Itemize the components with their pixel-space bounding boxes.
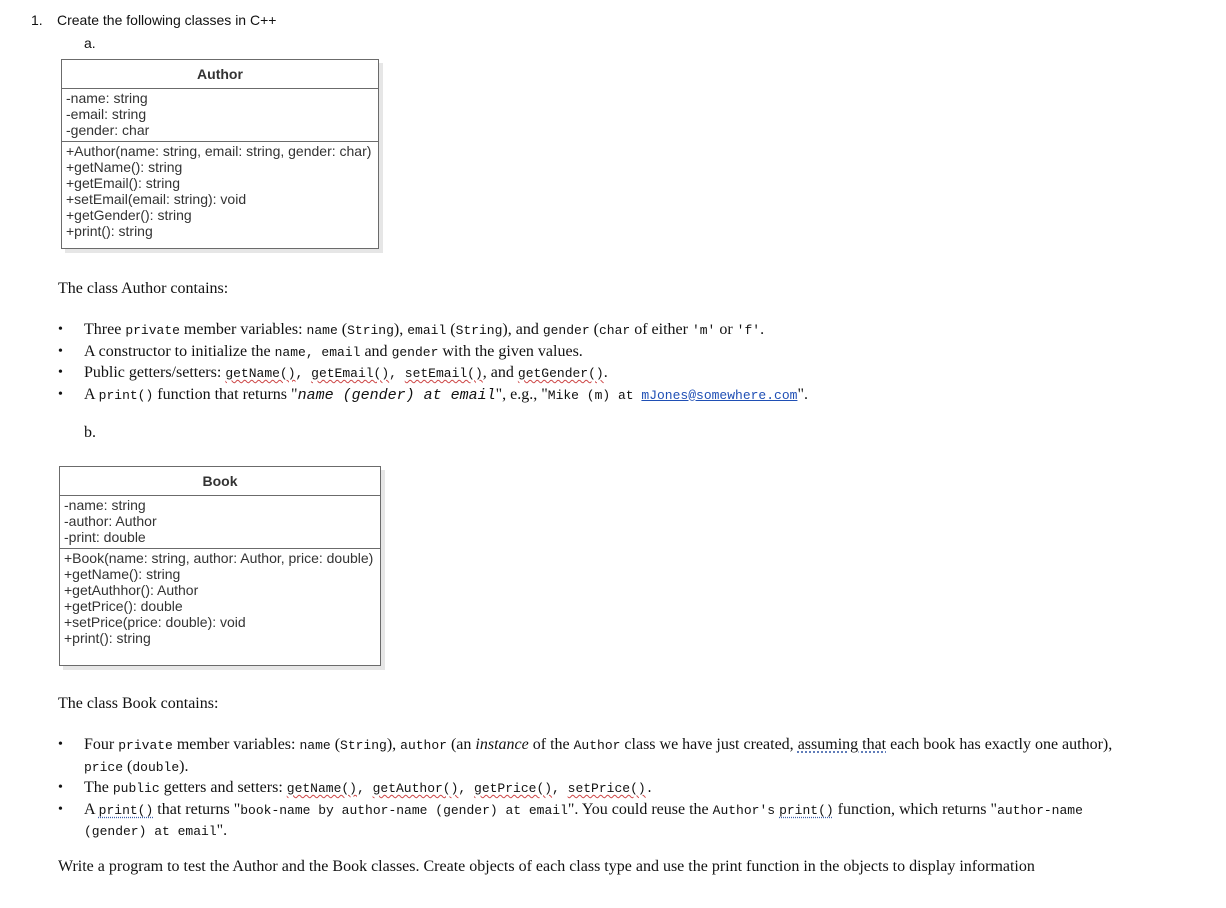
uml-method: +getAuthhor(): Author — [64, 582, 199, 598]
book-bullet-1: • Four private member variables: name (String), author (an instance of the Author class we have just created, assuming that each book has exactly one author), price (double). — [58, 735, 1218, 778]
author-desc-intro: The class Author contains: — [58, 280, 229, 297]
author-uml-class-box — [61, 59, 379, 249]
book-uml-attributes — [60, 496, 380, 548]
uml-method: +getName(): string — [66, 159, 183, 175]
author-desc-list — [58, 320, 808, 406]
uml-attribute: -name: string — [64, 497, 146, 513]
uml-method: +Author(name: string, email: string, gender: char) — [66, 143, 372, 159]
example-email-link[interactable]: mJones@somewhere.com — [641, 387, 798, 403]
book-uml-methods — [60, 548, 380, 649]
uml-method: +getEmail(): string — [66, 175, 180, 191]
uml-method: +getGender(): string — [66, 207, 192, 223]
author-uml-methods — [62, 141, 378, 242]
author-bullet-3: • Public getters/setters: getName(), getEmail(), setEmail(), and getGender(). — [58, 363, 808, 385]
uml-method: +Book(name: string, author: Author, price: double) — [64, 550, 374, 566]
book-uml-class-box — [59, 466, 381, 666]
uml-attribute: -gender: char — [66, 122, 150, 138]
uml-attribute: -author: Author — [64, 513, 157, 529]
uml-method: +setPrice(price: double): void — [64, 614, 246, 630]
book-bullet-2: • The public getters and setters: getName(), getAuthor(), getPrice(), setPrice(). — [58, 778, 1218, 800]
author-uml-title: Author — [62, 60, 378, 89]
uml-method: +print(): string — [64, 630, 151, 646]
author-bullet-4: • A print() function that returns "name (gender) at email", e.g., "Mike (m) at mJones@somewhere.com". — [58, 385, 808, 407]
book-uml-title: Book — [60, 467, 380, 496]
author-bullet-2: • A constructor to initialize the name, email and gender with the given values. — [58, 342, 808, 364]
book-desc-intro: The class Book contains: — [58, 695, 219, 712]
part-a-label: a. — [84, 35, 96, 51]
uml-method: +print(): string — [66, 223, 153, 239]
uml-attribute: -name: string — [66, 90, 148, 106]
uml-method: +getPrice(): double — [64, 598, 183, 614]
uml-method: +getName(): string — [64, 566, 181, 582]
part-b-label: b. — [84, 424, 96, 441]
uml-method: +setEmail(email: string): void — [66, 191, 247, 207]
book-bullet-3: • A print() that returns "book-name by author-name (gender) at email". You could reuse the Author's print() function, which returns "author-name (gender) at email". — [58, 800, 1218, 843]
uml-attribute: -print: double — [64, 529, 146, 545]
closing-instruction: Write a program to test the Author and the Book classes. Create objects of each class type and use the print function in the objects to display information — [58, 858, 1035, 875]
book-desc-list — [58, 735, 1218, 843]
question-title: Create the following classes in C++ — [57, 12, 277, 28]
author-bullet-1: • Three private member variables: name (String), email (String), and gender (char of either 'm' or 'f'. — [58, 320, 808, 342]
question-number: 1. — [31, 12, 43, 28]
uml-attribute: -email: string — [66, 106, 147, 122]
author-uml-attributes — [62, 89, 378, 141]
